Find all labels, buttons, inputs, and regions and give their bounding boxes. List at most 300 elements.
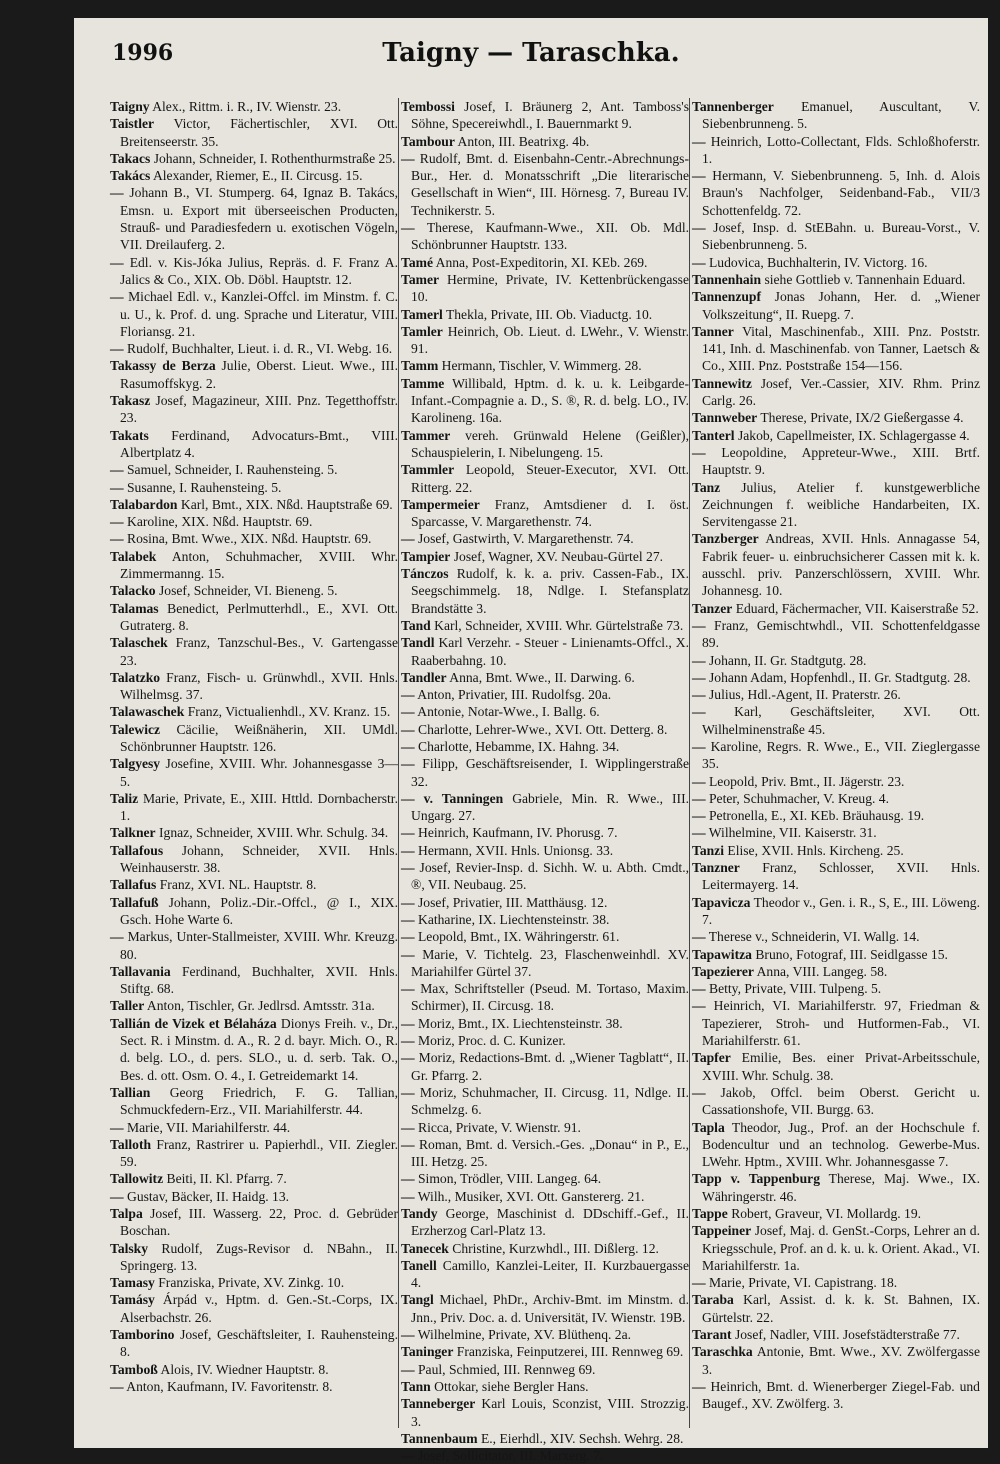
directory-entry — [110, 392, 398, 427]
entry-name: — — [692, 1378, 706, 1394]
entry-name: — — [692, 825, 706, 841]
entry-text: Karl, Geschäftsleiter, XVI. Ott. Wilhelminenstraße 45. — [702, 704, 981, 737]
directory-entry — [401, 271, 689, 306]
entry-name: — — [692, 133, 706, 149]
directory-entry — [110, 634, 398, 669]
entry-name: — — [110, 341, 124, 357]
directory-entry — [692, 1274, 980, 1291]
entry-name: — — [110, 1378, 124, 1394]
entry-name: — — [692, 1084, 706, 1100]
directory-entry — [110, 1084, 398, 1119]
directory-entry — [401, 1447, 689, 1464]
directory-entry — [401, 461, 689, 496]
directory-entry — [692, 946, 980, 963]
directory-entry — [110, 1291, 398, 1326]
directory-entry — [110, 1378, 398, 1395]
entry-name: — — [692, 773, 706, 789]
entry-text: Hermine, Private, IV. Kettenbrückengasse 10. — [411, 271, 689, 305]
entry-name: — — [401, 1015, 415, 1031]
directory-entry — [401, 1049, 689, 1084]
entry-name: — — [110, 1188, 124, 1204]
entry-name: Tandy — [401, 1206, 438, 1221]
entry-name: Tannewitz — [692, 375, 752, 391]
entry-text: Anna, Bmt. Wwe., II. Darwing. 6. — [449, 669, 635, 685]
entry-name: — — [401, 946, 415, 962]
entry-name: — — [110, 479, 124, 495]
directory-entry — [401, 1119, 689, 1136]
directory-entry — [692, 271, 980, 288]
entry-text: Josef, Privatier, III. Matthäusg. 12. — [418, 894, 608, 910]
directory-entry — [110, 703, 398, 720]
directory-entry — [401, 928, 689, 945]
directory-entry — [401, 1257, 689, 1292]
entry-name: Tamer — [401, 271, 440, 287]
entry-name: Tapawitza — [692, 946, 752, 962]
directory-entry — [110, 997, 398, 1014]
entry-text: Theodor, Jug., Prof. an der Hochschule f. Bodencultur und an technolog. Gewerbe-Mus. LWehr. Hptm., XVIII. Whr. Johannesgasse 7. — [702, 1119, 980, 1170]
directory-entry — [110, 427, 398, 462]
directory-entry — [692, 842, 980, 859]
directory-entry — [110, 1015, 398, 1084]
entry-name: — — [401, 704, 415, 720]
entry-text: Anna, VIII. Langeg. 58. — [756, 963, 888, 979]
entry-text: Josefine, XVIII. Whr. Johannesgasse 3—5. — [120, 756, 398, 789]
entry-text: Max, Schriftsteller (Pseud. M. Tortaso, Maxim. Schirmer), II. Circusg. 18. — [411, 981, 689, 1014]
entry-text: Josef, III. Wasserg. 22, Proc. d. Gebrüder Boschan. — [120, 1206, 398, 1239]
entry-text: siehe Gottlieb v. Tannenhain Eduard. — [764, 271, 966, 287]
entry-name: Tanterl — [692, 427, 735, 443]
directory-entry — [401, 686, 689, 703]
entry-text: Josef, Nadler, VIII. Josefstädterstraße 77. — [734, 1327, 960, 1343]
entry-name: Tandler — [401, 669, 447, 685]
directory-entry — [692, 219, 980, 254]
entry-text: Alois, IV. Wiedner Hauptstr. 8. — [160, 1361, 329, 1377]
entry-text: Paul, Schmied, III. Rennweg 69. — [418, 1361, 596, 1377]
page-header — [74, 18, 988, 98]
entry-name: — — [692, 981, 706, 997]
entry-name: Tarant — [692, 1327, 732, 1343]
directory-entry — [401, 946, 689, 981]
entry-text: Camillo, Kanzlei-Leiter, II. Kurzbauergasse 4. — [411, 1257, 689, 1291]
entry-text: Josef, Schneider, VI. Bieneng. 5. — [159, 583, 338, 599]
entry-name: Tamboß — [110, 1361, 158, 1377]
directory-entry — [401, 150, 689, 219]
directory-entry — [401, 721, 689, 738]
entry-text: Anna, Post-Expeditorin, XI. KEb. 269. — [435, 254, 648, 270]
entry-text: Vital, Maschinenfab., XIII. Pnz. Poststr. 141, Inh. d. Maschinenfab. von Tanner, Laetsch & Co., XIII. Pnz. Poststraße 154—156. — [702, 323, 980, 374]
directory-entry — [110, 582, 398, 599]
entry-name: Tallafous — [110, 842, 164, 858]
entry-text: Antonie, Bmt. Wwe., XV. Zwölfergasse 3. — [702, 1344, 980, 1377]
entry-text: Michael, PhDr., Archiv-Bmt. im Minstm. d. Jnn., Priv. Doc. a. d. Universität, IV. Wienstr. 19B. — [411, 1292, 689, 1325]
entry-name: Takassy de Berza — [110, 358, 216, 374]
directory-entry — [401, 1136, 689, 1171]
entry-text: Karoline, XIX. Nßd. Hauptstr. 69. — [127, 514, 313, 530]
entry-name: Tallafus — [110, 877, 157, 893]
directory-entry — [401, 1430, 689, 1447]
entry-name: — — [110, 254, 124, 270]
entry-name: Tann — [401, 1378, 431, 1394]
entry-name: — — [401, 1361, 415, 1377]
entry-text: Anton, Schuhmacher, XVIII. Whr. Zimmermanng. 15. — [120, 548, 398, 582]
directory-entry — [692, 530, 980, 599]
entry-name: — — [401, 825, 415, 841]
entry-name: Taninger — [401, 1344, 454, 1360]
entry-name: Taigny — [110, 99, 150, 114]
entry-text: Samuel, Schneider, I. Rauhensteing. 5. — [127, 462, 338, 478]
entry-name: — — [110, 1119, 124, 1135]
column-divider — [398, 98, 399, 1428]
directory-entry — [110, 1188, 398, 1205]
directory-entry — [401, 496, 689, 531]
directory-entry — [401, 133, 689, 150]
directory-entry — [110, 790, 398, 825]
entry-text: Franz, Tanzschul-Bes., V. Gartengasse 23. — [120, 635, 398, 668]
entry-text: Moriz, Bmt., IX. Liechtensteinstr. 38. — [418, 1015, 623, 1031]
directory-entry — [692, 98, 980, 133]
entry-name: — — [692, 738, 706, 754]
directory-entry — [401, 1395, 689, 1430]
entry-name: Tapp v. Tappenburg — [692, 1171, 820, 1187]
entry-text: Karl Verzehr. - Steuer - Linienamts-Offcl., X. Raaberbahng. 10. — [411, 635, 689, 668]
entry-name: Taller — [110, 998, 145, 1014]
directory-entry — [692, 1049, 980, 1084]
entry-name: — — [110, 462, 124, 478]
entry-text: Wilhelmine, VII. Kaiserstr. 31. — [708, 825, 877, 841]
entry-name: — — [692, 652, 706, 668]
entry-text: Gustav, Bäcker, II. Haidg. 13. — [127, 1188, 290, 1204]
directory-entry — [692, 1205, 980, 1222]
directory-entry — [401, 1188, 689, 1205]
entry-name: Tanzberger — [692, 531, 759, 547]
directory-entry — [692, 824, 980, 841]
entry-text: Anton, Tischler, Gr. Jedlrsd. Amtsstr. 31a. — [146, 998, 375, 1014]
entry-name: — — [401, 911, 415, 927]
column-1 — [110, 98, 398, 1428]
entry-name: Tanneberger — [401, 1396, 476, 1412]
entry-name: — — [692, 444, 706, 460]
entry-text: Rudolf, Bmt. d. Eisenbahn-Centr.-Abrechnungs-Bur., Her. d. Monatsschrift „Die literarische Gesellschaft in Wien“, III. Hörnesg. 7, Bureau IV. Technikerstr. 5. — [411, 150, 689, 218]
entry-name: — — [401, 721, 415, 737]
directory-entry — [692, 790, 980, 807]
directory-entry — [692, 894, 980, 929]
entry-name: Tembossi — [401, 99, 455, 114]
entry-name: Talloth — [110, 1136, 152, 1152]
directory-entry — [692, 288, 980, 323]
directory-entry — [692, 669, 980, 686]
directory-entry — [401, 565, 689, 617]
entry-text: Ottokar, siehe Bergler Hans. — [434, 1378, 589, 1394]
entry-name: — — [692, 808, 706, 824]
directory-entry — [692, 997, 980, 1049]
entry-text: Marie, VII. Mariahilferstr. 44. — [127, 1119, 291, 1135]
entry-text: Anton, III. Beatrixg. 4b. — [457, 133, 590, 149]
entry-name: Tannweber — [692, 410, 758, 426]
entry-text: Leopold, Bmt., IX. Währingerstr. 61. — [418, 929, 620, 945]
directory-entry — [401, 617, 689, 634]
entry-text: Peter, Schuhmacher, V. Kreug. 4. — [709, 790, 889, 806]
directory-entry — [401, 894, 689, 911]
entry-text: Leopold, Priv. Bmt., II. Jägerstr. 23. — [709, 773, 905, 789]
directory-entry — [692, 617, 980, 652]
directory-entry — [110, 928, 398, 963]
entry-name: Tamler — [401, 323, 443, 339]
directory-entry — [110, 721, 398, 756]
entry-name: — — [110, 929, 124, 945]
column-2 — [401, 98, 690, 1464]
entry-text: Josef, Insp. d. StEBahn. u. Bureau-Vorst., V. Siebenbrunneng. 5. — [702, 220, 980, 253]
entry-text: Johann, Schneider, I. Rothenthurmstraße 25. — [153, 150, 396, 166]
entry-name: Tammler — [401, 462, 455, 478]
entry-text: Willibald, Hptm. d. k. u. k. Leibgarde-Infant.-Compagnie a. D., S. ®, R. d. belg. LO., IV. Karolineng. 16a. — [411, 375, 690, 426]
directory-entry — [692, 686, 980, 703]
directory-entry — [110, 479, 398, 496]
entry-text: Charlotte, Hebamme, IX. Hahng. 34. — [418, 738, 620, 754]
directory-entry — [110, 167, 398, 184]
entry-text: Josef, Magazineur, XIII. Pnz. Tegetthoffstr. 23. — [120, 393, 398, 426]
directory-page — [74, 18, 988, 1464]
directory-entry — [692, 444, 980, 479]
directory-entry — [401, 219, 689, 254]
entry-text: Rosina, Bmt. Wwe., XIX. Nßd. Hauptstr. 69. — [127, 531, 372, 547]
entry-name: Tallavania — [110, 963, 171, 979]
column-3 — [692, 98, 980, 1428]
directory-columns — [110, 98, 981, 1464]
entry-name: Talabardon — [110, 496, 178, 512]
directory-entry — [110, 876, 398, 893]
directory-entry — [692, 738, 980, 773]
entry-text: Rudolf, Buchhalter, Lieut. i. d. R., VI. Webg. 16. — [127, 341, 393, 357]
directory-entry — [110, 1119, 398, 1136]
entry-name: Tanell — [401, 1257, 437, 1273]
entry-text: Heinrich, Kaufmann, IV. Phorusg. 7. — [418, 825, 618, 841]
entry-name: Tamé — [401, 254, 433, 270]
entry-name: Tapavicza — [692, 894, 751, 910]
entry-text: Heinrich, Bmt. d. Wienerberger Ziegel-Fab. und Baugef., XV. Zwölferg. 3. — [702, 1378, 980, 1412]
entry-name: Tandl — [401, 635, 435, 651]
entry-text: Johann, Schneider, XVII. Hnls. Weinhauserstr. 38. — [120, 842, 398, 876]
entry-name: — — [401, 738, 415, 754]
entry-text: Charlotte, Lehrer-Wwe., XVI. Ott. Detterg. 8. — [418, 721, 668, 737]
entry-text: Leopoldine, Appreteur-Wwe., XIII. Brtf. Hauptstr. 9. — [702, 444, 980, 478]
directory-entry — [401, 703, 689, 720]
entry-text: Karl Louis, Sconzist, VIII. Strozzig. 3. — [411, 1396, 689, 1429]
entry-name: — — [401, 531, 415, 547]
entry-name: — — [401, 860, 415, 876]
directory-entry — [401, 738, 689, 755]
directory-entry — [692, 859, 980, 894]
entry-text: Therese v., Schneiderin, VI. Wallg. 14. — [708, 929, 920, 945]
entry-name: — — [401, 1171, 415, 1187]
entry-name: Tallowitz — [110, 1171, 164, 1187]
entry-name: Tappeiner — [692, 1223, 752, 1239]
entry-text: Georg Friedrich, F. G. Tallian, Schmuckfedern-Erz., VII. Mariahilferstr. 44. — [120, 1084, 398, 1118]
entry-text: Betty, Private, VIII. Tulpeng. 5. — [709, 981, 882, 997]
directory-entry — [692, 600, 980, 617]
entry-text: Josef, I. Bräunerg 2, Ant. Tamboss's Söhne, Specereiwhdl., I. Bauernmarkt 9. — [411, 99, 689, 132]
directory-entry — [692, 1222, 980, 1274]
directory-entry — [401, 634, 689, 669]
entry-text: Edl. v. Kis-Jóka Julius, Repräs. d. F. Franz A. Jalics & Co., XIX. Ob. Döbl. Hauptstr. 12. — [120, 254, 399, 287]
directory-entry — [110, 184, 398, 253]
entry-text: Jakob, Offcl. beim Oberst. Gericht u. Cassationshofe, VII. Burgg. 63. — [702, 1084, 980, 1118]
entry-name: Tampier — [401, 548, 451, 564]
directory-entry — [401, 1326, 689, 1343]
entry-text: Karl, Schneider, XVIII. Whr. Gürtelstraße 73. — [434, 617, 684, 633]
entry-text: Wilhelmine, Private, XV. Blüthenq. 2a. — [417, 1327, 632, 1343]
directory-entry — [110, 824, 398, 841]
entry-text: Christine, Kurzwhdl., III. Dißlerg. 12. — [452, 1240, 659, 1256]
entry-name: Tanner — [692, 323, 734, 339]
entry-text: Josef, Ver.-Cassier, XIV. Rhm. Prinz Carlg. 26. — [702, 375, 980, 409]
directory-entry — [692, 479, 980, 531]
entry-name: Tamerl — [401, 306, 443, 322]
entry-name: Tapezierer — [692, 963, 754, 979]
entry-text: Karoline, Regrs. R. Wwe., E., VII. Zieglergasse 35. — [702, 738, 980, 772]
entry-text: Robert, Graveur, VI. Mollardg. 19. — [731, 1206, 922, 1221]
entry-name: Tapla — [692, 1119, 725, 1135]
entry-name: Talacko — [110, 583, 156, 599]
directory-entry — [401, 1361, 689, 1378]
entry-text: Josef, Geschäftsleiter, I. Rauhensteing. 8. — [120, 1327, 398, 1360]
entry-name: Tanzer — [692, 600, 733, 616]
entry-text: Michael Edl. v., Kanzlei-Offcl. im Minstm. f. C. u. U., k. Prof. d. ung. Sprache und Literatur, VIII. Floriansg. 21. — [120, 289, 398, 339]
directory-entry — [692, 703, 980, 738]
entry-name: Tangl — [401, 1292, 434, 1308]
entry-name: Takacs — [110, 150, 151, 166]
entry-name: — — [110, 531, 124, 547]
entry-name: Tamásy — [110, 1292, 155, 1308]
entry-name: Tannenberger — [692, 99, 774, 114]
entry-name: — — [401, 929, 415, 945]
entry-name: — — [692, 1275, 706, 1291]
directory-entry — [401, 911, 689, 928]
entry-text: Filipp, Geschäftsreisender, I. Wipplingerstraße 32. — [411, 756, 689, 789]
entry-text: Marie, Private, VI. Capistrang. 18. — [709, 1275, 898, 1291]
entry-text: Elise, XVII. Hnls. Kircheng. 25. — [727, 842, 904, 858]
entry-text: Alexander, Riemer, E., II. Circusg. 15. — [152, 168, 363, 184]
directory-entry — [692, 928, 980, 945]
entry-name: — — [401, 1188, 415, 1204]
directory-entry — [110, 461, 398, 478]
entry-name: — — [692, 998, 706, 1014]
entry-text: Franziska, Private, XV. Zinkg. 10. — [158, 1275, 345, 1291]
entry-name: Tánczos — [401, 566, 449, 582]
entry-text: Ferdinand, Buchhalter, XVII. Hnls. Stiftg. 68. — [120, 963, 398, 997]
directory-entry — [401, 790, 689, 825]
entry-text: Julie, Oberst. Lieut. Wwe., III. Rasumoffskyg. 2. — [120, 358, 398, 391]
entry-name: — — [692, 669, 706, 685]
directory-entry — [692, 963, 980, 980]
directory-entry — [401, 254, 689, 271]
entry-name: Tannenhain — [692, 271, 762, 287]
directory-entry — [692, 133, 980, 168]
entry-text: E., Eierhdl., XIV. Sechsh. Wehrg. 28. — [480, 1430, 684, 1446]
entry-name: Tampermeier — [401, 496, 480, 512]
entry-text: Julius, Atelier f. kunstgewerbliche Zeichnungen f. weibliche Handarbeiten, IX. Servitengasse 21. — [702, 479, 980, 530]
entry-text: vereh. Grünwald Helene (Geißler), Schauspielerin, I. Nibelungeng. 15. — [411, 427, 689, 460]
entry-text: Franziska, Feinputzerei, III. Rennweg 69. — [456, 1344, 684, 1360]
entry-text: Susanne, I. Rauhensteing. 5. — [127, 479, 282, 495]
entry-name: — — [110, 289, 124, 305]
directory-entry — [401, 1015, 689, 1032]
entry-name: Tallian — [110, 1084, 151, 1100]
entry-text: Johann Adam, Hopfenhdl., II. Gr. Stadtgutg. 28. — [709, 669, 971, 685]
directory-entry — [401, 1170, 689, 1187]
entry-text: Johann, Poliz.-Dir.-Offcl., @ I., XIX. Gsch. Hohe Warte 6. — [120, 894, 398, 927]
entry-text: Simon, Trödler, VIII. Langeg. 64. — [418, 1171, 602, 1187]
entry-text: Heinrich, Ob. Lieut. d. LWehr., V. Wienstr. 91. — [411, 323, 689, 357]
entry-name: Tanzner — [692, 860, 740, 876]
entry-text: Victor, Fächertischler, XVI. Ott. Breitenseerstr. 35. — [120, 116, 399, 149]
entry-name: — — [692, 704, 706, 720]
entry-text: Johann, II. Gr. Stadtgutg. 28. — [709, 652, 867, 668]
directory-entry — [401, 980, 689, 1015]
entry-text: Jakob, Capellmeister, IX. Schlagergasse 4. — [737, 427, 970, 443]
entry-text: Franz, Fisch- u. Grünwhdl., XVII. Hnls. Wilhelmsg. 37. — [120, 669, 398, 703]
directory-entry — [401, 1240, 689, 1257]
entry-text: Ludovica, Buchhalterin, IV. Victorg. 16. — [709, 254, 928, 270]
entry-name: Taistler — [110, 116, 155, 132]
entry-text: Beiti, II. Kl. Pfarrg. 7. — [166, 1171, 287, 1187]
directory-entry — [110, 254, 398, 289]
entry-text: Ricca, Private, V. Wienstr. 91. — [418, 1119, 581, 1135]
entry-name: — — [401, 220, 415, 236]
entry-name: — — [692, 790, 706, 806]
entry-name: — — [110, 185, 124, 201]
entry-text: Andreas, XVII. Hnls. Annagasse 54, Fabrik feuer- u. einbruchsicherer Cassen mit k. k. ausschl. priv. Panzerschlössern, XVIII. Whr. Johannesg. 10. — [702, 531, 980, 599]
directory-entry — [110, 1205, 398, 1240]
directory-entry — [110, 755, 398, 790]
entry-text: Ignaz, Schneider, XVIII. Whr. Schulg. 34. — [159, 825, 389, 841]
directory-entry — [401, 427, 689, 462]
entry-name: — — [401, 1448, 415, 1464]
entry-text: Benedict, Perlmutterhdl., E., XVI. Ott. Gutraterg. 8. — [120, 600, 398, 633]
entry-name: Talewicz — [110, 721, 161, 737]
directory-entry — [110, 288, 398, 340]
entry-text: Hermann, V. Siebenbrunneng. 5, Inh. d. Alois Braun's Nachfolger, Seidenband-Fab., VII/3 Schottenfeldg. 72. — [702, 168, 980, 218]
entry-text: Rudolf, k. k. a. priv. Cassen-Fab., IX. Seegschimmelg. 18, Ndlge. I. Stefansplatz Brandstätte 3. — [411, 566, 689, 616]
directory-entry — [401, 530, 689, 547]
directory-entry — [401, 357, 689, 374]
directory-entry — [110, 340, 398, 357]
directory-entry — [110, 115, 398, 150]
entry-name: Talkner — [110, 825, 156, 841]
entry-name: — — [401, 894, 415, 910]
directory-entry — [692, 167, 980, 219]
directory-entry — [401, 1205, 689, 1240]
directory-entry — [692, 1291, 980, 1326]
entry-text: Karl, Assist. d. k. k. St. Bahnen, IX. Gürtelstr. 22. — [702, 1292, 980, 1325]
entry-name: Tand — [401, 617, 431, 633]
entry-name: — — [401, 1084, 415, 1100]
entry-text: Bruno, Fotograf, III. Seidlgasse 15. — [755, 946, 948, 962]
directory-entry — [110, 894, 398, 929]
directory-entry — [401, 755, 689, 790]
entry-name: — — [692, 168, 706, 184]
entry-text: Julius, Hdl.-Agent, II. Praterstr. 26. — [709, 687, 901, 703]
directory-entry — [110, 513, 398, 530]
directory-entry — [401, 1291, 689, 1326]
entry-text: Rudolf, Zugs-Revisor d. NBahn., II. Springerg. 13. — [120, 1240, 398, 1273]
directory-entry — [401, 98, 689, 133]
directory-entry — [110, 548, 398, 583]
entry-text: George, Maschinist d. DDschiff.-Gef., II. Erzherzog Carl-Platz 13. — [411, 1206, 689, 1239]
entry-text: Anton, Kaufmann, IV. Favoritenstr. 8. — [126, 1378, 333, 1394]
entry-text: Hermann, XVII. Hnls. Unionsg. 33. — [418, 842, 614, 858]
entry-text: Eduard, Fächermacher, VII. Kaiserstraße 52. — [735, 600, 979, 616]
entry-name: Talabek — [110, 548, 157, 564]
